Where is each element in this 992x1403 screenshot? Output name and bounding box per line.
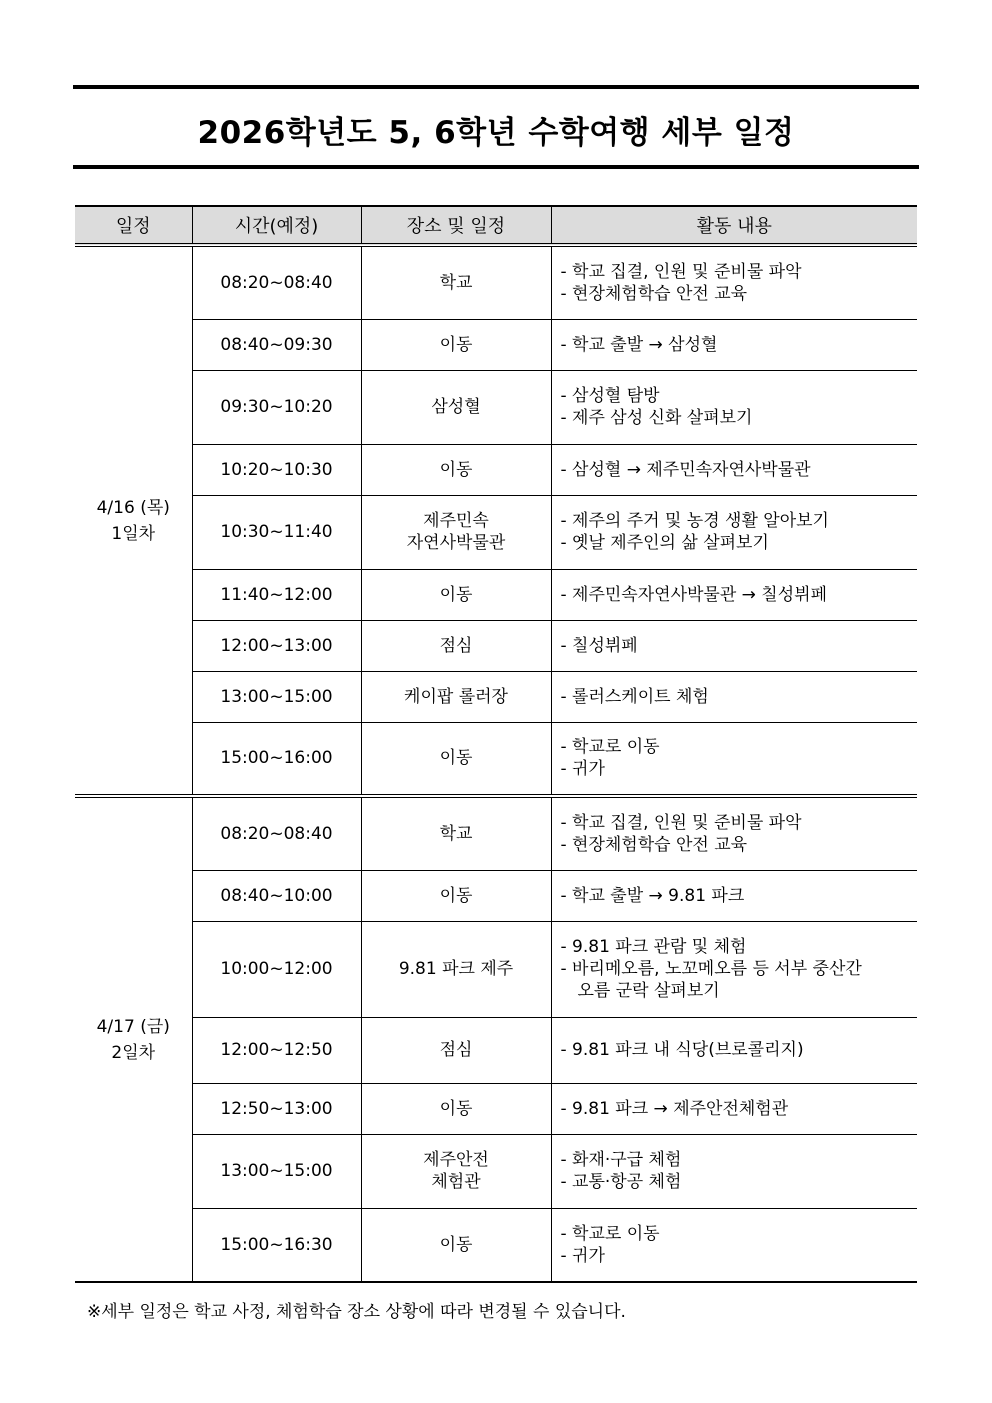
- activity-cell: [551, 870, 917, 921]
- place-line: 삼성혈: [431, 397, 481, 417]
- activity-line: - 교통·항공 체험: [560, 1172, 682, 1192]
- time-cell: 15:00~16:00: [192, 722, 361, 796]
- activity-line: - 제주 삼성 신화 살펴보기: [560, 408, 753, 428]
- header-time: 시간(예정): [192, 206, 361, 245]
- schedule-row: [75, 495, 917, 569]
- activity-cell: [551, 495, 917, 569]
- activity-line: - 9.81 파크 → 제주안전체험관: [560, 1098, 789, 1119]
- schedule-row: [75, 319, 917, 370]
- activity-cell: [551, 569, 917, 620]
- activity-cell: [551, 1208, 917, 1282]
- schedule-row: [75, 620, 917, 671]
- day-date: 4/16 (목): [96, 497, 170, 518]
- schedule-table: [75, 205, 917, 1283]
- activity-cell: [551, 1017, 917, 1083]
- place-line: 체험관: [431, 1172, 481, 1192]
- activity-cell: [551, 1134, 917, 1208]
- time-cell: 11:40~12:00: [192, 569, 361, 620]
- activity-cell: [551, 722, 917, 796]
- place-cell: [361, 444, 551, 495]
- schedule-row: [75, 671, 917, 722]
- time-cell: 13:00~15:00: [192, 671, 361, 722]
- place-line: 이동: [439, 1098, 473, 1119]
- time-cell: 12:00~13:00: [192, 620, 361, 671]
- activity-cell: [551, 370, 917, 444]
- activity-line: - 귀가: [560, 1245, 605, 1266]
- time-cell: 08:20~08:40: [192, 245, 361, 319]
- place-cell: [361, 671, 551, 722]
- place-line: 이동: [439, 584, 473, 605]
- place-cell: [361, 1208, 551, 1282]
- activity-line: - 삼성혈 → 제주민속자연사박물관: [560, 459, 811, 480]
- time-cell: 12:00~12:50: [192, 1017, 361, 1083]
- day-cell: [75, 245, 192, 796]
- place-cell: [361, 1017, 551, 1083]
- activity-line: - 바리메오름, 노꼬메오름 등 서부 중산간: [560, 959, 862, 979]
- time-cell: 08:40~10:00: [192, 870, 361, 921]
- time-cell: 10:00~12:00: [192, 921, 361, 1017]
- schedule-row: [75, 444, 917, 495]
- time-cell: 09:30~10:20: [192, 370, 361, 444]
- activity-cell: [551, 671, 917, 722]
- place-line: 학교: [439, 272, 473, 293]
- place-line: 점심: [439, 1040, 473, 1060]
- activity-line: - 학교로 이동: [560, 1223, 660, 1244]
- place-line: 제주민속: [423, 511, 489, 531]
- activity-line: - 학교 집결, 인원 및 준비물 파악: [560, 812, 802, 833]
- time-cell: 13:00~15:00: [192, 1134, 361, 1208]
- place-cell: [361, 569, 551, 620]
- place-cell: [361, 796, 551, 870]
- schedule-row: [75, 1134, 917, 1208]
- header-row: [75, 206, 917, 245]
- place-cell: [361, 921, 551, 1017]
- place-cell: [361, 870, 551, 921]
- activity-line: - 롤러스케이트 체험: [560, 686, 709, 707]
- header-day: 일정: [75, 206, 192, 245]
- activity-line: 오름 군락 살펴보기: [577, 981, 720, 1001]
- header-activity: 활동 내용: [551, 206, 917, 245]
- activity-line: - 제주의 주거 및 농경 생활 알아보기: [560, 511, 829, 531]
- activity-line: - 제주민속자연사박물관 → 칠성뷔페: [560, 584, 827, 605]
- activity-cell: [551, 1083, 917, 1134]
- schedule-row: [75, 1017, 917, 1083]
- day-label: 1일차: [111, 523, 156, 544]
- time-cell: 10:20~10:30: [192, 444, 361, 495]
- title-box: [73, 85, 919, 169]
- place-cell: [361, 319, 551, 370]
- place-line: 점심: [439, 635, 473, 656]
- schedule-row: [75, 870, 917, 921]
- activity-cell: [551, 921, 917, 1017]
- schedule-row: [75, 796, 917, 870]
- time-cell: 10:30~11:40: [192, 495, 361, 569]
- place-line: 이동: [439, 459, 473, 480]
- place-cell: [361, 495, 551, 569]
- place-line: 자연사박물관: [406, 533, 506, 553]
- activity-cell: [551, 444, 917, 495]
- schedule-row: [75, 921, 917, 1017]
- day-label: 2일차: [111, 1042, 156, 1063]
- schedule-row: [75, 569, 917, 620]
- schedule-row: [75, 370, 917, 444]
- place-cell: [361, 722, 551, 796]
- time-cell: 08:40~09:30: [192, 319, 361, 370]
- activity-line: - 칠성뷔페: [560, 635, 638, 656]
- activity-line: - 학교 집결, 인원 및 준비물 파악: [560, 261, 802, 282]
- day-date: 4/17 (금): [96, 1016, 170, 1037]
- place-cell: [361, 245, 551, 319]
- place-line: 이동: [439, 885, 473, 906]
- day-cell: [75, 796, 192, 1282]
- schedule-row: [75, 245, 917, 319]
- schedule-row: [75, 722, 917, 796]
- time-cell: 15:00~16:30: [192, 1208, 361, 1282]
- place-line: 이동: [439, 334, 473, 355]
- activity-cell: [551, 319, 917, 370]
- activity-line: - 삼성혈 탐방: [560, 386, 660, 406]
- header-place: 장소 및 일정: [361, 206, 551, 245]
- activity-line: - 화재·구급 체험: [560, 1150, 682, 1170]
- activity-line: - 귀가: [560, 759, 605, 780]
- place-line: 이동: [439, 748, 473, 769]
- activity-line: - 9.81 파크 관람 및 체험: [560, 937, 747, 957]
- place-cell: [361, 1083, 551, 1134]
- place-line: 9.81 파크 제주: [398, 959, 514, 979]
- activity-line: - 학교 출발 → 9.81 파크: [560, 885, 745, 906]
- schedule-row: [75, 1208, 917, 1282]
- place-cell: [361, 620, 551, 671]
- time-cell: 12:50~13:00: [192, 1083, 361, 1134]
- place-cell: [361, 1134, 551, 1208]
- activity-cell: [551, 620, 917, 671]
- activity-cell: [551, 245, 917, 319]
- activity-line: - 옛날 제주인의 삶 살펴보기: [560, 533, 769, 553]
- page-title: 2026학년도 5, 6학년 수학여행 세부 일정: [197, 115, 795, 151]
- place-line: 이동: [439, 1234, 473, 1255]
- footnote: ※세부 일정은 학교 사정, 체험학습 장소 상황에 따라 변경될 수 있습니다.: [87, 1302, 626, 1322]
- place-line: 학교: [439, 823, 473, 844]
- activity-line: - 학교 출발 → 삼성혈: [560, 334, 718, 355]
- place-cell: [361, 370, 551, 444]
- schedule-body: [75, 245, 917, 1282]
- time-cell: 08:20~08:40: [192, 796, 361, 870]
- schedule-row: [75, 1083, 917, 1134]
- activity-line: - 9.81 파크 내 식당(브로콜리지): [560, 1040, 804, 1060]
- activity-line: - 현장체험학습 안전 교육: [560, 834, 748, 855]
- activity-line: - 현장체험학습 안전 교육: [560, 283, 748, 304]
- place-line: 케이팝 롤러장: [404, 686, 508, 707]
- activity-line: - 학교로 이동: [560, 737, 660, 758]
- activity-cell: [551, 796, 917, 870]
- place-line: 제주안전: [423, 1150, 489, 1170]
